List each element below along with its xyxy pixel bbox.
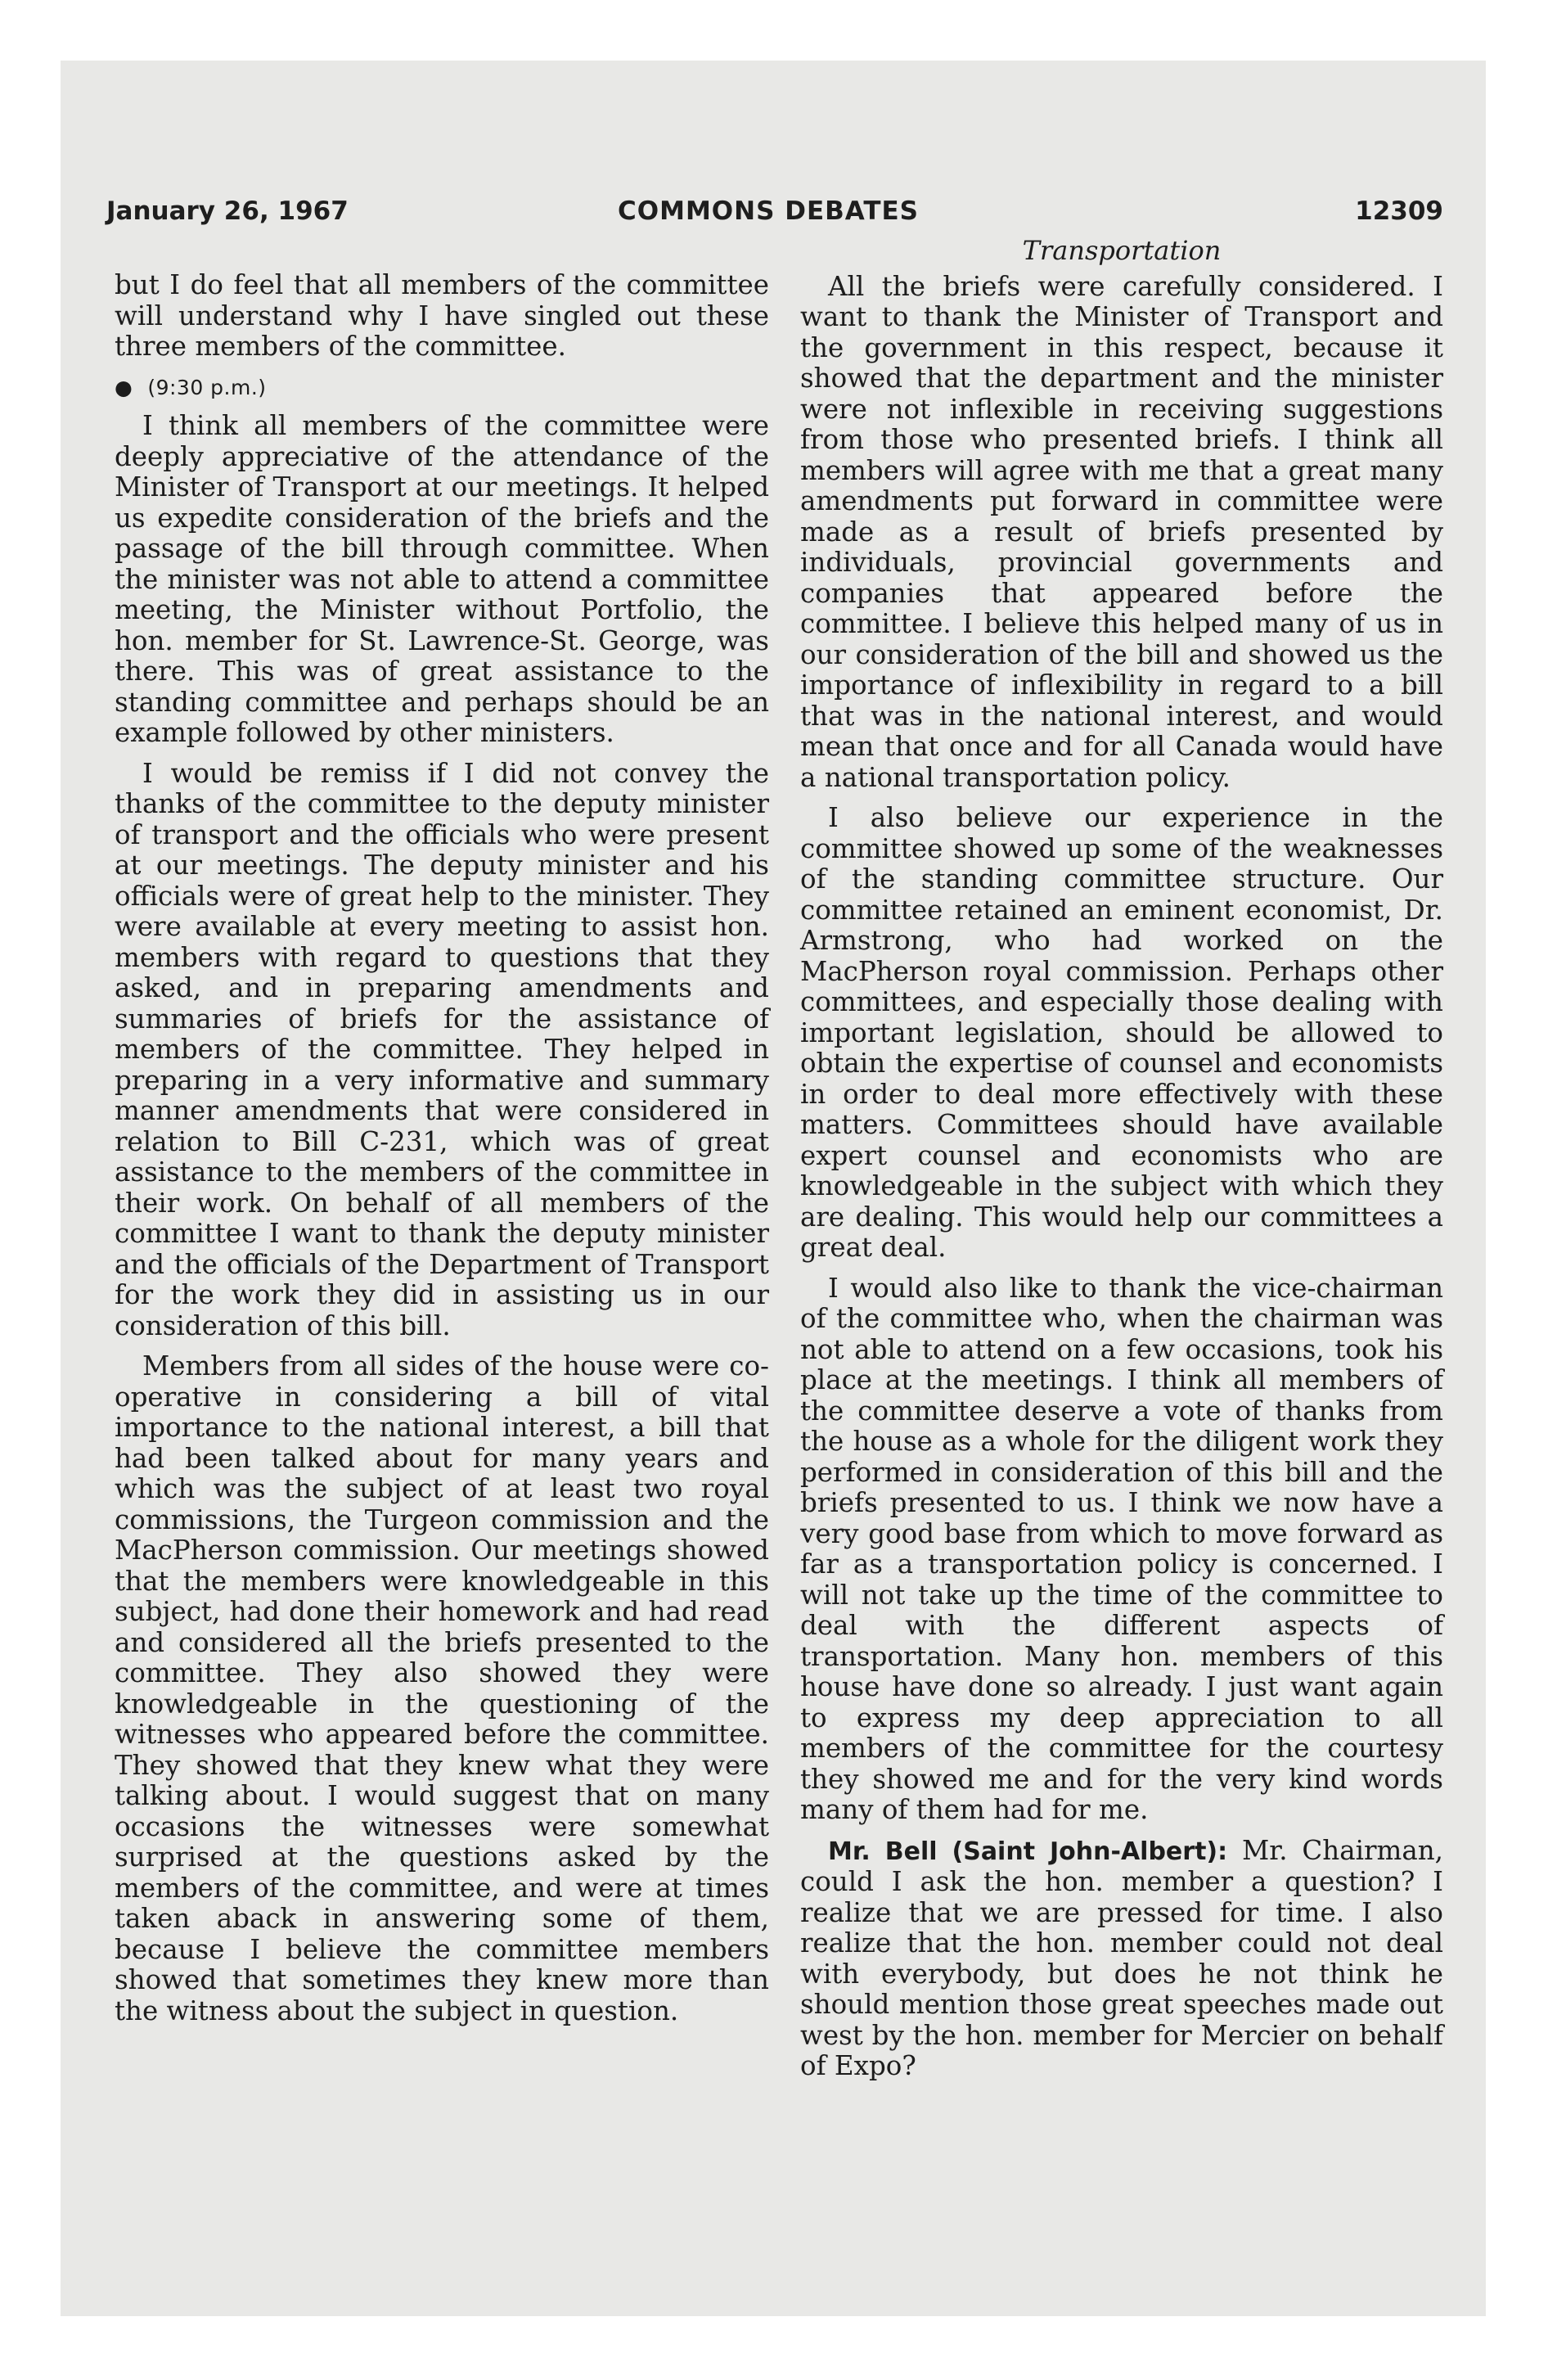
time-marker-text: (9:30 p.m.) [147, 375, 267, 399]
page-header [106, 196, 1443, 237]
left-paragraph-2: I think all members of the committee were deeply appreciative of the attendance of the Minister of Transport at our meetings. It helped us expedite consideration of the briefs and the passage of the bill through committee. When the minister was not able to attend a committee meeting, the Minister without Portfolio, the hon. member for St. Lawrence-St. George, was there. This was of great assistance to the standing committee and perhaps should be an example followed by other ministers. [115, 410, 769, 748]
left-paragraph-4: Members from all sides of the house were co-operative in considering a bill of vital importance to the national interest, a bill that had been talked about for many years and which was the subject of at least two royal commissions, the Turgeon commission and the MacPherson commission. Our meetings showed that the members were knowledgeable in this subject, had done their homework and had read and considered all the briefs presented to the committee. They also showed they were knowledgeable in the questioning of the witnesses who appeared before the committee. They showed that they knew what they were talking about. I would suggest that on many occasions the witnesses were somewhat surprised at the questions asked by the members of the committee, and were at times taken aback in answering some of them, because I believe the committee members showed that sometimes they knew more than the witness about the subject in question. [115, 1350, 769, 2026]
left-column [115, 270, 769, 2036]
left-paragraph-3: I would be remiss if I did not convey the thanks of the committee to the deputy minister of transport and the officials who were present at our meetings. The deputy minister and his officials were of great help to the minister. They were available at every meeting to assist hon. members with regard to questions that they asked, and in preparing amendments and summaries of briefs for the assistance of members of the committee. They helped in preparing in a very informative and summary manner amendments that were considered in relation to Bill C-231, which was of great assistance to the members of the committee in their work. On behalf of all members of the committee I want to thank the deputy minister and the officials of the Department of Transport for the work they did in assisting us in our consideration of this bill. [115, 757, 769, 1341]
bullet-icon: ● [115, 375, 133, 399]
right-paragraph-4 [800, 1836, 1443, 2082]
speaker-remarks: Mr. Chairman, could I ask the hon. member a question? I realize that we are pressed for time. I also realize that the hon. member could not deal with everybody, but does he not think he should mention those great speeches made out west by the hon. member for Mercier on behalf of Expo? [800, 1834, 1443, 2081]
header-date: January 26, 1967 [106, 196, 349, 226]
header-title: COMMONS DEBATES [618, 196, 919, 226]
left-paragraph-1: but I do feel that all members of the committee will understand why I have singled out these three members of the committee. [115, 269, 769, 362]
right-column [800, 236, 1443, 2092]
section-title: Transportation [1022, 235, 1222, 266]
right-paragraph-1: All the briefs were carefully considered. I want to thank the Minister of Transport and the government in this respect, because it showed that the department and the minister were not inflexible in receiving suggestions from those who presented briefs. I think all members will agree with me that a great many amendments put forward in committee were made as a result of briefs presented by individuals, provincial governments and companies that appeared before the committee. I believe this helped many of us in our consideration of the bill and showed us the importance of inflexibility in regard to a bill that was in the national interest, and would mean that once and for all Canada would have a national transportation policy. [800, 270, 1443, 793]
time-marker [115, 372, 769, 403]
speaker-name: Mr. Bell (Saint John-Albert): [828, 1837, 1228, 1866]
header-page-number: 12309 [1355, 196, 1443, 226]
right-paragraph-2: I also believe our experience in the committee showed up some of the weaknesses of the standing committee structure. Our committee retained an eminent economist, Dr. Armstrong, who had worked on the MacPherson royal commission. Perhaps other committees, and especially those dealing with important legislation, should be allowed to obtain the expertise of counsel and economists in order to deal more effectively with these matters. Committees should have available expert counsel and economists who are knowledgeable in the subject with which they are dealing. This would help our committees a great deal. [800, 802, 1443, 1263]
right-paragraph-3: I would also like to thank the vice-chairman of the committee who, when the chairman was not able to attend on a few occasions, took his place at the meetings. I think all members of the committee deserve a vote of thanks from the house as a whole for the diligent work they performed in consideration of this bill and the briefs presented to us. I think we now have a very good base from which to move forward as far as a transportation policy is concerned. I will not take up the time of the committee to deal with the different aspects of transportation. Many hon. members of this house have done so already. I just want again to express my deep appreciation to all members of the committee for the courtesy they showed me and for the very kind words many of them had for me. [800, 1272, 1443, 1825]
